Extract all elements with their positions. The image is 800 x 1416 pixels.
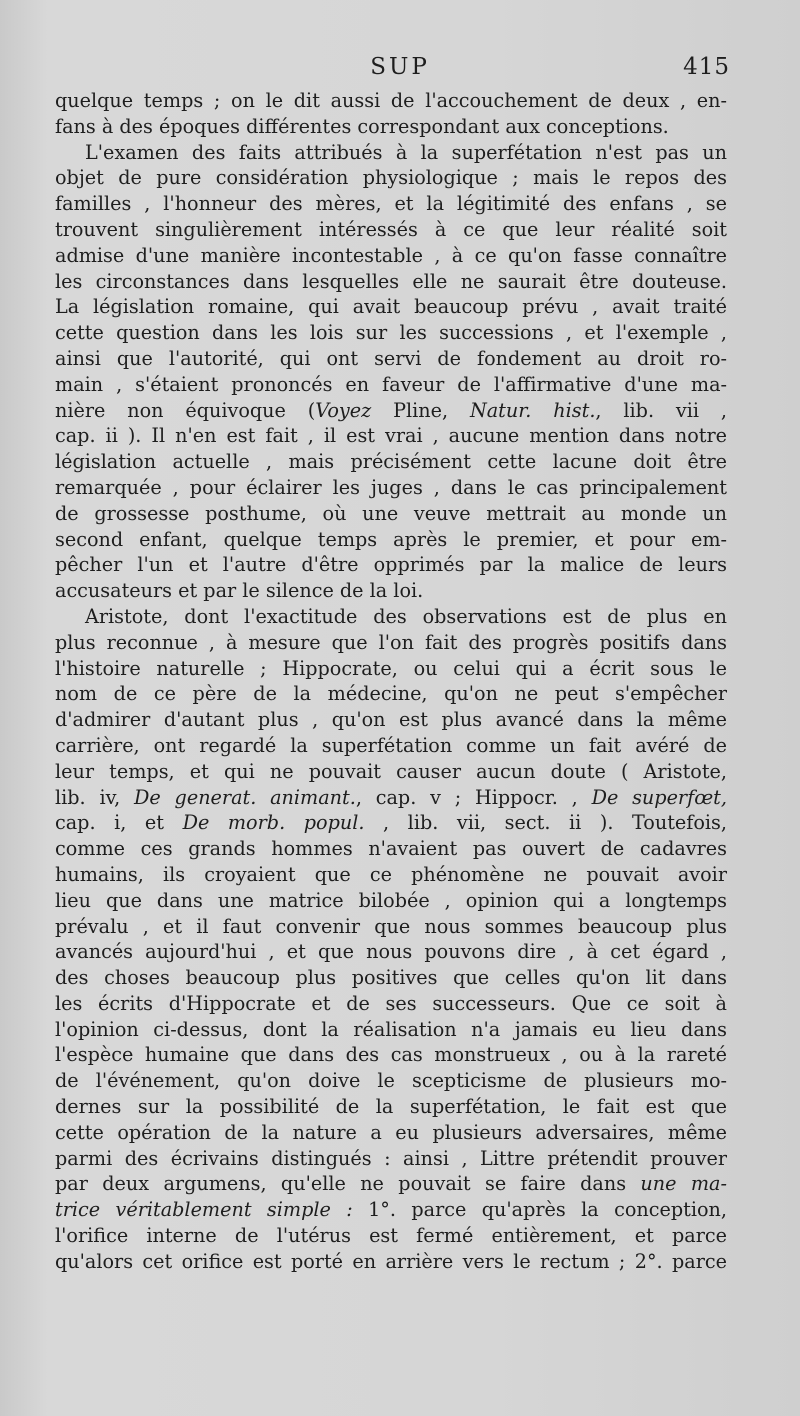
text-line: [55, 991, 727, 1017]
text-run: lib. iv,: [55, 785, 135, 809]
text-run: l'opinion ci-dessus, dont la réalisation n'a jamais eu lieu dans: [55, 1017, 727, 1041]
text-line: [55, 449, 727, 475]
text-run: De superfœt,: [591, 785, 727, 809]
text-line: [55, 656, 727, 682]
text-line: [55, 346, 727, 372]
text-line: [55, 88, 727, 114]
text-line: [55, 1120, 727, 1146]
text-line: [55, 1197, 727, 1223]
running-head: SUP: [370, 54, 430, 80]
text-run: de l'événement, qu'on doive le scepticisme de plusieurs mo-: [55, 1069, 727, 1093]
text-run: les circonstances dans lesquelles elle ne saurait être douteuse.: [55, 269, 727, 293]
text-run: Pline,: [371, 398, 470, 422]
text-run: second enfant, quelque temps après le premier, et pour em-: [55, 527, 727, 551]
body-text: [55, 88, 727, 1275]
text-run: l'orifice interne de l'utérus est fermé entièrement, et parce: [55, 1224, 727, 1248]
text-run: , cap. v ; Hippocr. ,: [355, 785, 592, 809]
text-run: Aristote, dont l'exactitude des observations est de plus en: [85, 604, 727, 628]
text-run: nom de ce père de la médecine, qu'on ne peut s'empêcher: [55, 682, 727, 706]
text-line: [55, 914, 727, 940]
text-run: cette question dans les lois sur les successions , et l'exemple ,: [55, 321, 727, 345]
text-line: [55, 810, 727, 836]
text-line: [55, 681, 727, 707]
text-line: [55, 501, 727, 527]
text-run: nière non équivoque (: [55, 398, 316, 422]
text-line: [55, 1223, 727, 1249]
text-run: parmi des écrivains distingués : ainsi , Littre prétendit prouver: [55, 1146, 727, 1170]
text-run: remarquée , pour éclairer les juges , dans le cas principalement: [55, 475, 727, 499]
page-number: 415: [683, 54, 730, 80]
text-run: De generat. animant.: [134, 785, 356, 809]
text-line: [55, 578, 727, 604]
text-line: [55, 707, 727, 733]
text-line: [55, 320, 727, 346]
text-run: de grossesse posthume, où une veuve mettrait au monde un: [55, 501, 727, 525]
text-line: [55, 1094, 727, 1120]
text-line: [55, 733, 727, 759]
text-line: [55, 140, 727, 166]
text-run: cette opération de la nature a eu plusieurs adversaires, même: [55, 1120, 727, 1144]
text-line: [55, 475, 727, 501]
text-run: Natur. hist.: [469, 398, 596, 422]
text-line: [55, 243, 727, 269]
text-run: les écrits d'Hippocrate et de ses successeurs. Que ce soit à: [55, 991, 727, 1015]
text-run: , lib. vii, sect. ii ). Toutefois,: [364, 811, 727, 835]
text-line: [55, 423, 727, 449]
text-line: [55, 372, 727, 398]
text-run: cap. i, et: [55, 811, 183, 835]
text-line: [55, 191, 727, 217]
text-line: [55, 939, 727, 965]
text-run: des choses beaucoup plus positives que celles qu'on lit dans: [55, 966, 727, 990]
text-run: carrière, ont regardé la superfétation comme un fait avéré de: [55, 733, 727, 757]
text-run: objet de pure considération physiologique ; mais le repos des: [55, 166, 727, 190]
text-line: [55, 604, 727, 630]
text-run: prévalu , et il faut convenir que nous sommes beaucoup plus: [55, 914, 727, 938]
text-run: l'histoire naturelle ; Hippocrate, ou celui qui a écrit sous le: [55, 656, 727, 680]
text-run: humains, ils croyaient que ce phénomène ne pouvait avoir: [55, 862, 727, 886]
text-run: accusateurs et par le silence de la loi.: [55, 579, 424, 603]
text-run: avancés aujourd'hui , et que nous pouvons dire , à cet égard ,: [55, 940, 727, 964]
text-line: [55, 1068, 727, 1094]
text-run: trouvent singulièrement intéressés à ce que leur réalité soit: [55, 217, 727, 241]
text-run: La législation romaine, qui avait beaucoup prévu , avait traité: [55, 295, 727, 319]
text-line: [55, 552, 727, 578]
text-line: [55, 217, 727, 243]
text-run: lieu que dans une matrice bilobée , opinion qui a longtemps: [55, 888, 727, 912]
text-line: [55, 630, 727, 656]
text-line: [55, 862, 727, 888]
text-run: main , s'étaient prononcés en faveur de l'affirmative d'une ma-: [55, 372, 727, 396]
text-run: qu'alors cet orifice est porté en arrière vers le rectum ; 2°. parce: [55, 1249, 727, 1273]
text-line: [55, 1017, 727, 1043]
text-line: [55, 398, 727, 424]
text-run: L'examen des faits attribués à la superfétation n'est pas un: [85, 140, 727, 164]
text-run: plus reconnue , à mesure que l'on fait des progrès positifs dans: [55, 630, 727, 654]
text-line: [55, 165, 727, 191]
text-line: [55, 1146, 727, 1172]
text-run: trice véritablement simple :: [55, 1198, 353, 1222]
text-run: 1°. parce qu'après la conception,: [352, 1198, 727, 1222]
text-run: législation actuelle , mais précisément cette lacune doit être: [55, 450, 727, 474]
text-run: comme ces grands hommes n'avaient pas ouvert de cadavres: [55, 837, 727, 861]
text-run: dernes sur la possibilité de la superfétation, le fait est que: [55, 1095, 727, 1119]
text-run: cap. ii ). Il n'en est fait , il est vrai , aucune mention dans notre: [55, 424, 727, 448]
text-run: De morb. popul.: [182, 811, 365, 835]
text-run: par deux argumens, qu'elle ne pouvait se faire dans: [55, 1172, 641, 1196]
text-line: [55, 1171, 727, 1197]
text-line: [55, 836, 727, 862]
text-run: une ma-: [640, 1172, 727, 1196]
text-run: d'admirer d'autant plus , qu'on est plus avancé dans la même: [55, 708, 727, 732]
text-run: , lib. vii ,: [595, 398, 727, 422]
text-line: [55, 294, 727, 320]
text-run: pêcher l'un et l'autre d'être opprimés par la malice de leurs: [55, 553, 727, 577]
text-line: [55, 759, 727, 785]
text-run: fans à des époques différentes correspondant aux conceptions.: [55, 114, 669, 138]
text-line: [55, 114, 727, 140]
text-line: [55, 888, 727, 914]
text-run: leur temps, et qui ne pouvait causer aucun doute ( Aristote,: [55, 759, 727, 783]
text-line: [55, 1249, 727, 1275]
text-run: l'espèce humaine que dans des cas monstrueux , ou à la rareté: [55, 1043, 727, 1067]
text-line: [55, 527, 727, 553]
text-run: admise d'une manière incontestable , à ce qu'on fasse connaître: [55, 243, 727, 267]
text-line: [55, 269, 727, 295]
text-run: ainsi que l'autorité, qui ont servi de fondement au droit ro-: [55, 346, 727, 370]
text-run: quelque temps ; on le dit aussi de l'accouchement de deux , en-: [55, 89, 727, 112]
text-line: [55, 965, 727, 991]
text-run: familles , l'honneur des mères, et la légitimité des enfans , se: [55, 192, 727, 216]
text-line: [55, 1042, 727, 1068]
text-line: [55, 785, 727, 811]
page-header: [0, 54, 800, 88]
text-run: Voyez: [315, 398, 372, 422]
